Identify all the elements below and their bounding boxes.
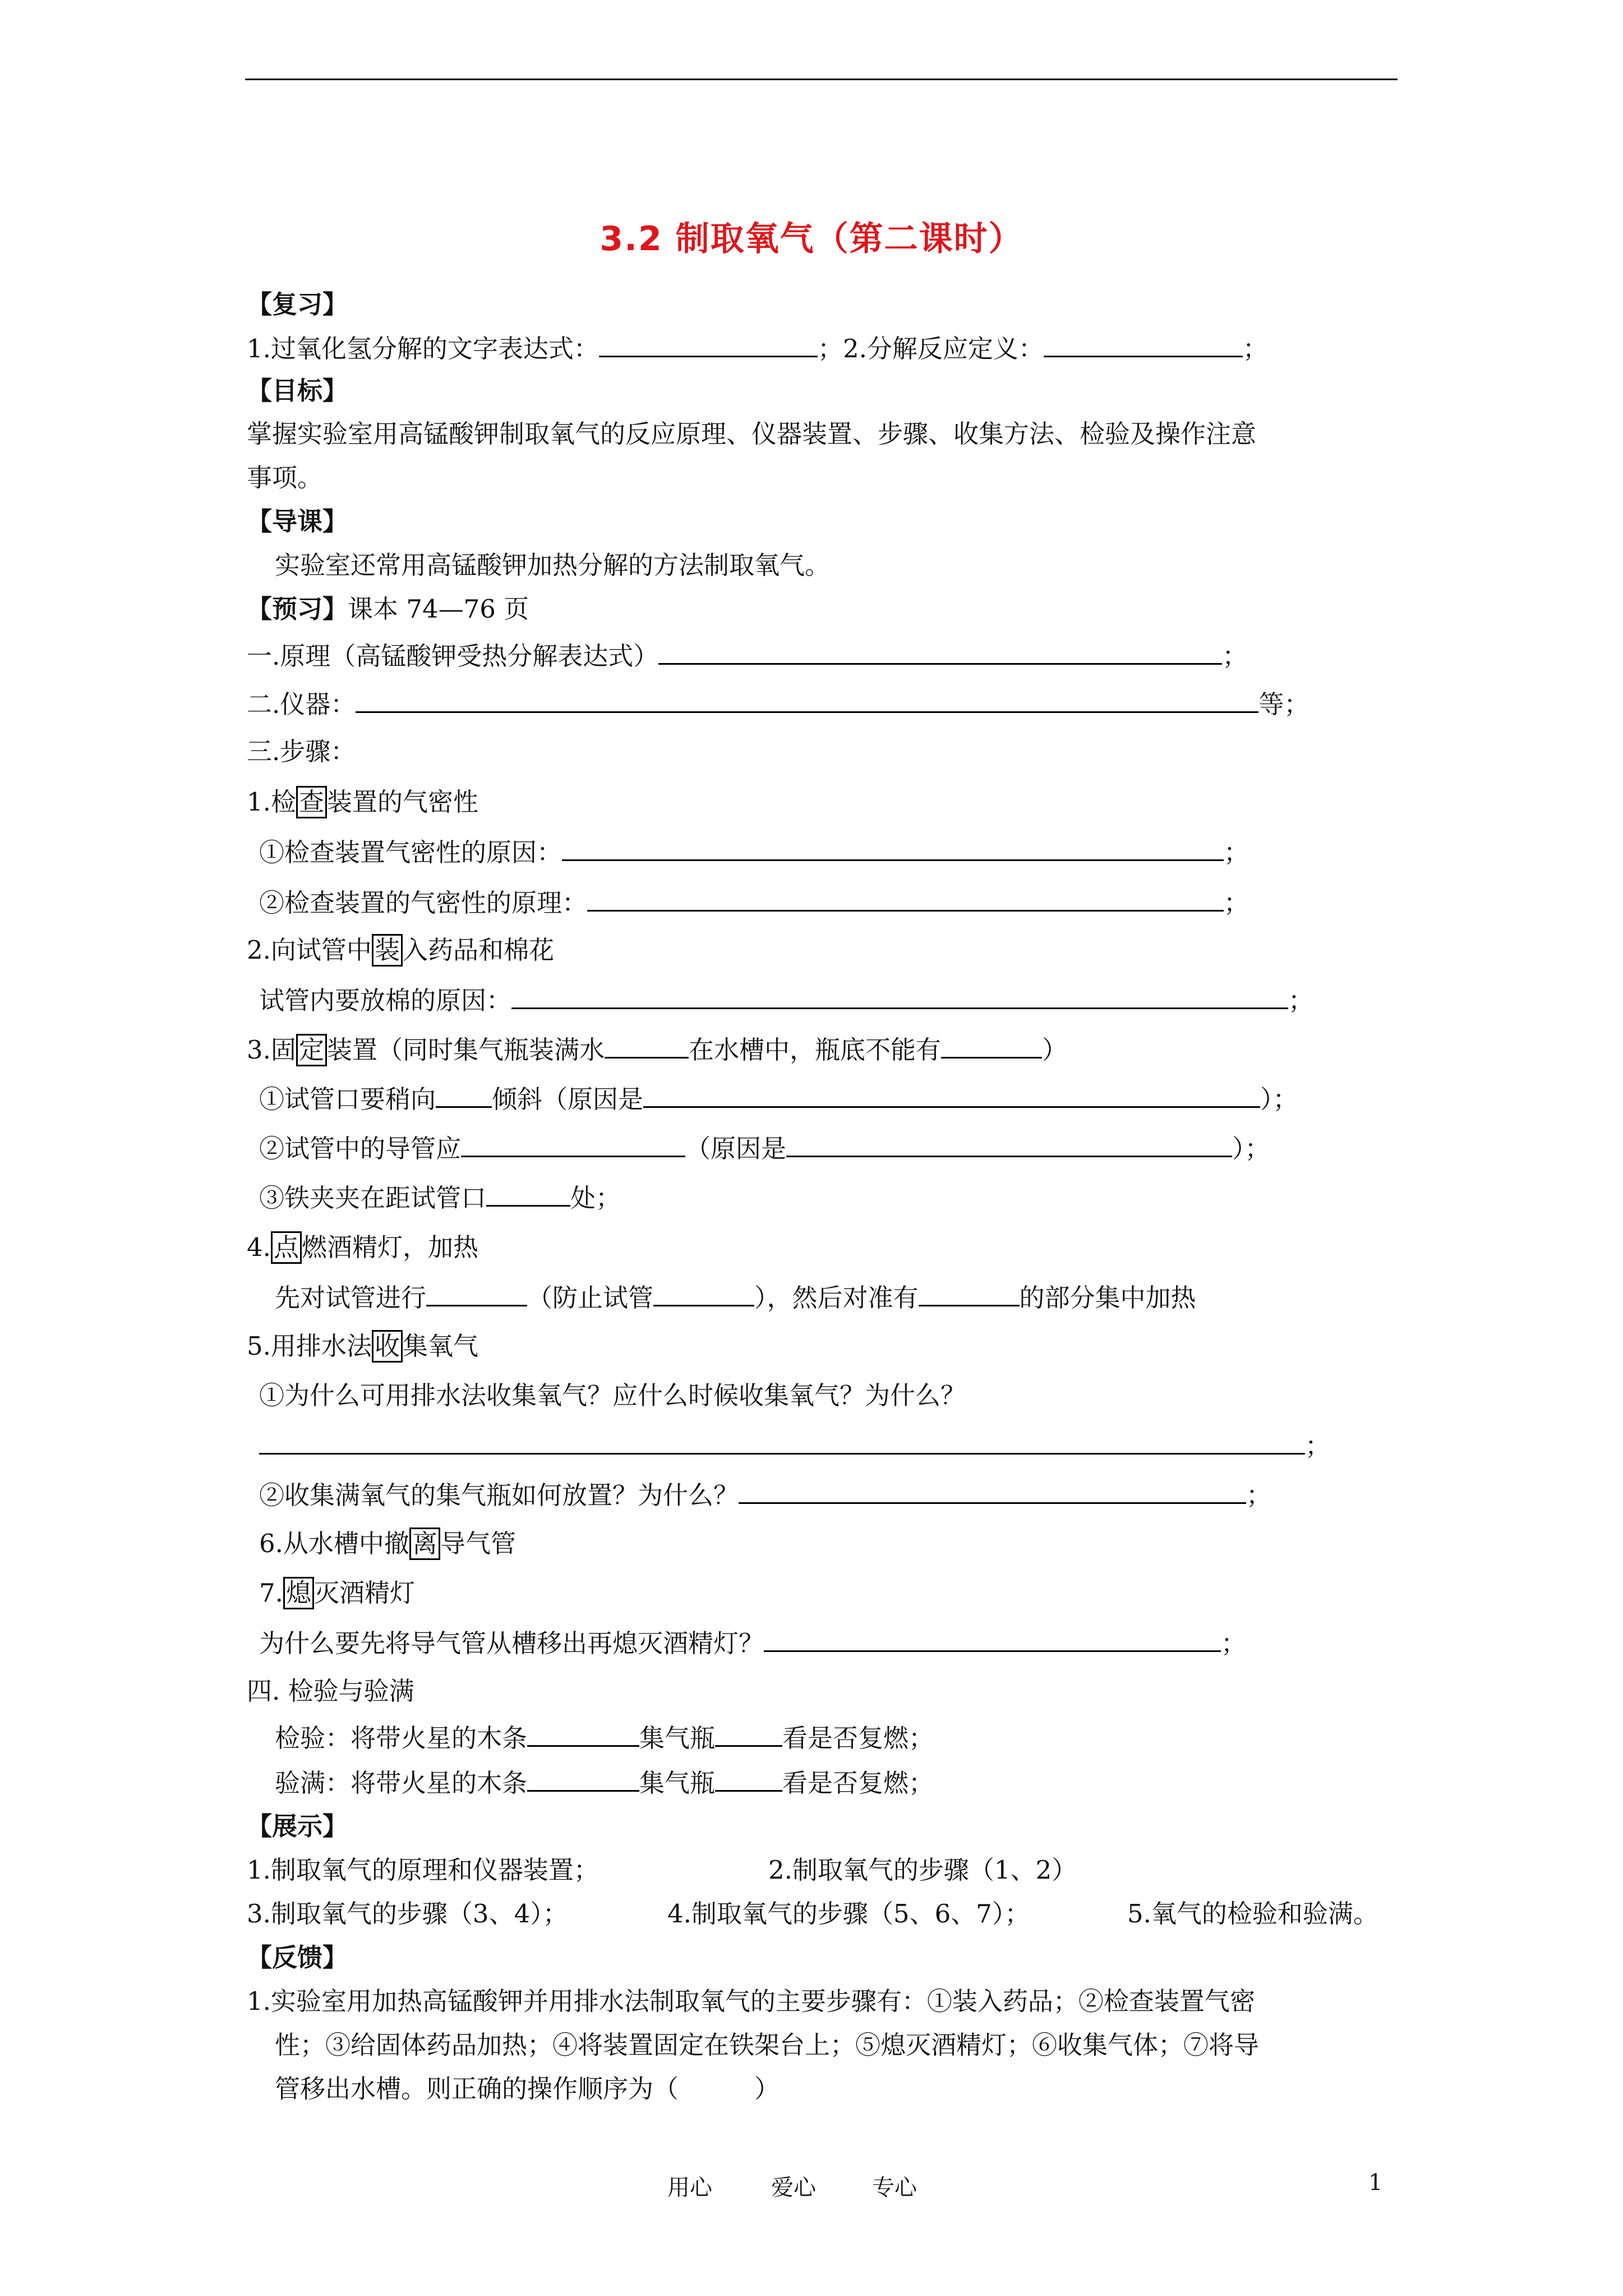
step7-post: 灭酒精灯 (313, 1578, 415, 1608)
intro-text: 实验室还常用高锰酸钾加热分解的方法制取氧气。 (275, 550, 831, 580)
step3a-text1: ①试管口要稍向 (259, 1084, 436, 1114)
page-number: 1 (1368, 2170, 1383, 2196)
review-q1-text: 1.过氧化氢分解的文字表达式： (247, 334, 599, 364)
instruments-label: 二.仪器： (247, 689, 356, 719)
principle-label: 一.原理（高锰酸钾受热分解表达式） (247, 641, 659, 671)
review-question-line (247, 331, 1268, 366)
step3a-blank1 (436, 1082, 492, 1108)
show-item1: 1.制取氧气的原理和仪器装置； (247, 1855, 599, 1885)
step6-key-char: 离 (409, 1527, 440, 1560)
step5a-answer-line (259, 1428, 1330, 1463)
step2-post: 入药品和棉花 (402, 935, 554, 965)
step3a-blank2 (643, 1082, 1260, 1108)
step5-pre: 5.用排水法 (247, 1331, 372, 1361)
step3b-text3: ）； (1232, 1134, 1270, 1163)
principle-line (247, 638, 1247, 673)
preview-ref: 课本 74—76 页 (348, 594, 529, 624)
step1b-text: ②检查装置的气密性的原理： (259, 888, 588, 918)
review-q2-text: ；2.分解反应定义： (817, 334, 1044, 364)
step2a-text: 试管内要放棉的原因： (259, 986, 512, 1015)
full-test-blank1 (527, 1765, 639, 1792)
test-text1: 检验：将带火星的木条 (275, 1723, 528, 1753)
step4a-text1: 先对试管进行 (275, 1283, 427, 1313)
step1a-blank (562, 835, 1224, 861)
test-text2: 集气瓶 (639, 1723, 716, 1753)
step3-blank2 (941, 1032, 1042, 1059)
step7a-line (259, 1626, 1246, 1660)
step5-post: 集氧气 (402, 1331, 478, 1361)
step2-pre: 2.向试管中 (247, 935, 372, 965)
feedback-q1-line3: 管移出水槽。则正确的操作顺序为（ ） (275, 2074, 780, 2104)
step5a-line: ①为什么可用排水法收集氧气？应什么时候收集氧气？为什么？ (259, 1381, 966, 1410)
test-blank1 (527, 1720, 639, 1747)
step4a-line (275, 1280, 1196, 1315)
step5-key-char: 收 (372, 1330, 403, 1363)
goal-text-line1: 掌握实验室用高锰酸钾制取氧气的反应原理、仪器装置、步骤、收集方法、检验及操作注意 (247, 419, 1257, 449)
full-test-blank2 (715, 1765, 782, 1792)
step5b-line: ②收集满氧气的集气瓶如何放置？为什么？ ； (259, 1478, 1271, 1512)
principle-blank (658, 638, 1222, 665)
page-title: 3.2 制取氧气（第二课时） (600, 219, 1023, 259)
goal-text-line2: 事项。 (247, 463, 323, 493)
header-rule (245, 79, 1398, 80)
full-test-text1: 验满：将带火星的木条 (275, 1768, 528, 1798)
step3-line (247, 1032, 1067, 1067)
step1b-blank (587, 885, 1224, 912)
review-q2-blank (1044, 331, 1243, 357)
step3-blank1 (605, 1032, 689, 1059)
step1-post: 装置的气密性 (326, 787, 478, 817)
goal-heading: 【目标】 (247, 376, 348, 406)
step3b-blank1 (461, 1131, 685, 1157)
step4a-text3: ），然后对准有 (754, 1283, 919, 1313)
step3b-blank2 (786, 1131, 1232, 1157)
step5b-text: ②收集满氧气的集气瓶如何放置？为什么？ (259, 1480, 739, 1510)
step4-key-char: 点 (271, 1231, 302, 1264)
step7a-end: ； (1221, 1628, 1247, 1658)
step3c-blank (486, 1180, 570, 1207)
step4-post: 燃酒精灯，加热 (301, 1232, 478, 1262)
step2a-blank (511, 983, 1288, 1009)
step4-line (247, 1231, 478, 1264)
test-text3: 看是否复燃； (782, 1723, 934, 1753)
preview-heading-line (247, 592, 529, 626)
intro-heading: 【导课】 (247, 507, 348, 536)
step7-pre: 7. (259, 1578, 283, 1608)
review-heading: 【复习】 (247, 289, 348, 319)
feedback-q1-line2: 性；③给固体药品加热；④将装置固定在铁架台上；⑤熄灭酒精灯；⑥收集气体；⑦将导 (275, 2030, 1260, 2060)
step4a-blank3 (919, 1280, 1020, 1306)
step3b-text2: （原因是 (685, 1134, 787, 1163)
show-item3: 3.制取氧气的步骤（3、4）； (247, 1899, 568, 1929)
step3-post3: ） (1041, 1035, 1067, 1065)
test-line (275, 1720, 934, 1755)
footer-motto-3: 专心 (872, 2175, 917, 2201)
step3a-line (259, 1082, 1298, 1116)
step2a-line: 试管内要放棉的原因： ； (259, 983, 1313, 1018)
step1b-line: ②检查装置的气密性的原理： ； (259, 885, 1249, 920)
step5-line (247, 1329, 478, 1363)
step5b-blank (739, 1478, 1246, 1504)
full-test-text2: 集气瓶 (639, 1768, 716, 1798)
show-item2: 2.制取氧气的步骤（1、2） (768, 1855, 1077, 1885)
footer-motto-1: 用心 (667, 2175, 712, 2201)
step3-post2: 在水槽中，瓶底不能有 (688, 1035, 941, 1065)
step7-key-char: 熄 (283, 1577, 314, 1609)
review-end: ； (1242, 334, 1268, 364)
step4a-text4: 的部分集中加热 (1019, 1283, 1196, 1313)
step6-line (259, 1527, 516, 1561)
feedback-heading: 【反馈】 (247, 1943, 348, 1972)
step7-line (259, 1576, 415, 1610)
step3-post1: 装置（同时集气瓶装满水 (326, 1035, 605, 1065)
step3b-line (259, 1131, 1270, 1166)
preview-heading: 【预习】 (247, 594, 348, 624)
instruments-line (247, 687, 1309, 721)
feedback-q1-line1: 1.实验室用加热高锰酸钾并用排水法制取氧气的主要步骤有：①装入药品；②检查装置气密 (247, 1986, 1255, 2016)
review-q1-blank (599, 331, 818, 357)
step7a-blank (764, 1626, 1221, 1652)
full-test-text3: 看是否复燃； (782, 1768, 934, 1798)
step3a-text3: ）； (1260, 1084, 1298, 1114)
step5a-end: ； (1305, 1431, 1331, 1461)
show-item4: 4.制取氧气的步骤（5、6、7）； (667, 1899, 1030, 1929)
step1a-line: ①检查装置气密性的原因： ； (259, 835, 1249, 869)
step4a-blank1 (426, 1280, 527, 1306)
full-test-line (275, 1765, 934, 1800)
step1-line (247, 785, 478, 819)
step3c-line (259, 1180, 621, 1215)
step6-pre: 6.从水槽中撤 (259, 1529, 409, 1558)
step3a-text2: 倾斜（原因是 (492, 1084, 644, 1114)
step3c-text1: ③铁夹夹在距试管口 (259, 1183, 487, 1213)
step3b-text1: ②试管中的导管应 (259, 1134, 462, 1163)
step3-pre: 3.固 (247, 1035, 296, 1065)
step1-key-char: 查 (296, 786, 327, 818)
step3-key-char: 定 (296, 1034, 327, 1066)
test-title: 四. 检验与验满 (247, 1676, 414, 1706)
step4a-blank2 (653, 1280, 754, 1306)
step2-key-char: 装 (372, 934, 403, 967)
step4-pre: 4. (247, 1232, 271, 1262)
step3c-text2: 处； (570, 1183, 621, 1213)
principle-end: ； (1222, 641, 1248, 671)
instruments-blank (356, 687, 1258, 713)
show-heading: 【展示】 (247, 1811, 348, 1841)
step7a-text: 为什么要先将导气管从槽移出再熄灭酒精灯？ (259, 1628, 764, 1658)
step1a-text: ①检查装置气密性的原因： (259, 838, 562, 867)
show-item5: 5.氧气的检验和验满。 (1127, 1899, 1378, 1929)
step5a-blank (259, 1428, 1305, 1455)
instruments-end: 等； (1258, 689, 1310, 719)
step6-post: 导气管 (440, 1529, 516, 1558)
step2-line (247, 933, 554, 967)
step1-pre: 1.检 (247, 787, 296, 817)
test-blank2 (715, 1720, 782, 1747)
step4a-text2: （防止试管 (527, 1283, 654, 1313)
steps-title: 三.步骤： (247, 737, 356, 766)
footer-motto-2: 爱心 (771, 2175, 816, 2201)
